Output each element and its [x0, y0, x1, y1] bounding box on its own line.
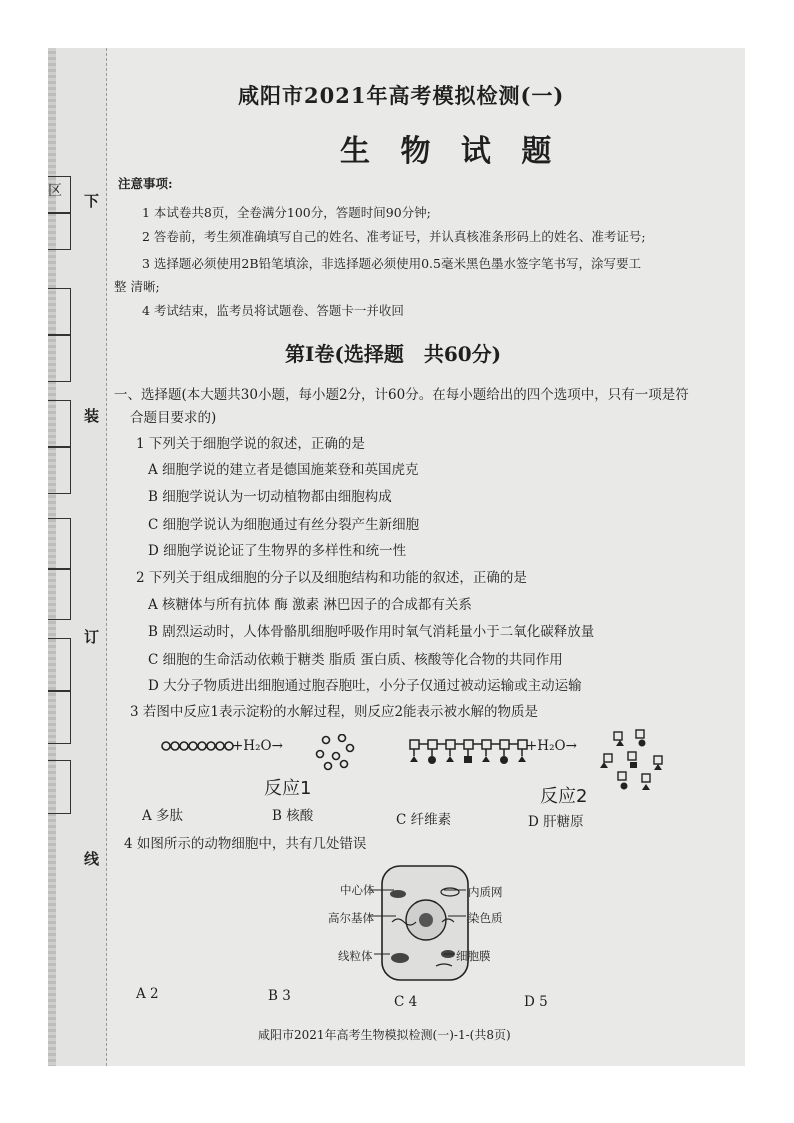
subject-title: 生 物 试 题	[340, 134, 562, 169]
label-centrosome: 中心体	[340, 883, 375, 897]
margin-fragment: 区	[48, 183, 62, 199]
question-stem: 2 下列关于组成细胞的分子以及细胞结构和功能的叙述，正确的是	[136, 570, 527, 586]
option-c: C 细胞学说认为细胞通过有丝分裂产生新细胞	[148, 517, 420, 533]
reaction1-label: 反应1	[264, 778, 312, 799]
info-box	[48, 400, 71, 448]
info-box	[48, 446, 71, 494]
question-stem: 4 如图所示的动物细胞中，共有几处错误	[124, 836, 367, 852]
option-b: B 3	[268, 988, 291, 1004]
option-a: A 多肽	[142, 808, 184, 824]
info-box	[48, 568, 71, 620]
water-arrow-1: +H₂O→	[232, 738, 283, 754]
number-box	[48, 334, 71, 382]
option-d: D 大分子物质进出细胞通过胞吞胞吐，小分子仅通过被动运输或主动运输	[148, 678, 582, 694]
note-item: 4 考试结束，监考员将试题卷、答题卡一并收回	[142, 303, 404, 318]
reaction2-label: 反应2	[540, 786, 588, 807]
label-membrane: 细胞膜	[456, 949, 491, 963]
margin-label-xian: 线	[84, 850, 100, 868]
info-box	[48, 690, 71, 744]
info-box	[48, 518, 71, 570]
label-golgi: 高尔基体	[328, 911, 374, 925]
page-footer: 咸阳市2021年高考生物模拟检测(一)-1-(共8页)	[258, 1028, 511, 1042]
note-item: 2 答卷前，考生须准确填写自己的姓名、准考证号，并认真核准条形码上的姓名、准考证号;	[142, 229, 646, 244]
question-stem: 1 下列关于细胞学说的叙述，正确的是	[136, 436, 365, 452]
option-b: B 核酸	[272, 808, 314, 824]
option-b: B 剧烈运动时，人体骨骼肌细胞呼吸作用时氧气消耗量小于二氧化碳释放量	[148, 624, 595, 640]
info-box	[48, 638, 71, 692]
exam-title: 咸阳市2021年高考模拟检测(一)	[238, 83, 565, 108]
note-item: 1 本试卷共8页，全卷满分100分，答题时间90分钟;	[142, 205, 431, 220]
margin-label-ding: 订	[84, 628, 100, 646]
label-leader-lines	[366, 886, 486, 962]
notes-heading: 注意事项:	[118, 176, 173, 191]
margin-label-zhuang: 装	[84, 407, 100, 425]
option-d: D 细胞学说论证了生物界的多样性和统一性	[148, 543, 407, 559]
reaction2-chain-diagram	[408, 734, 528, 774]
part-intro: 一、选择题(本大题共30小题，每小题2分，计60分。在每小题给出的四个选项中，只有一项是符	[114, 387, 689, 403]
question-stem: 3 若图中反应1表示淀粉的水解过程，则反应2能表示被水解的物质是	[130, 704, 539, 720]
option-d: D 肝糖原	[528, 814, 584, 830]
note-item: 3 选择题必须使用2B铅笔填涂，非选择题必须使用0.5毫米黑色墨水签字笔书写，涂写要工	[142, 256, 641, 271]
label-er: 内质网	[468, 885, 503, 899]
binding-margin	[48, 48, 107, 1066]
name-box	[48, 212, 71, 250]
label-mitochondria: 线粒体	[338, 949, 373, 963]
section-title: 第Ⅰ卷(选择题 共60分)	[285, 342, 502, 366]
option-c: C 细胞的生命活动依赖于糖类 脂质 蛋白质、核酸等化合物的共同作用	[148, 652, 563, 668]
option-c: C 4	[394, 994, 418, 1010]
label-chromatin: 染色质	[468, 911, 503, 925]
option-d: D 5	[524, 994, 548, 1010]
note-item: 整 清晰;	[114, 279, 160, 294]
option-a: A 核糖体与所有抗体 酶 激素 淋巴因子的合成都有关系	[148, 597, 472, 613]
info-box	[48, 760, 71, 814]
reaction2-products-diagram	[596, 728, 676, 798]
margin-label-xia: 下	[84, 192, 100, 210]
option-c: C 纤维素	[396, 812, 452, 828]
option-b: B 细胞学说认为一切动植物都由细胞构成	[148, 489, 392, 505]
option-a: A 细胞学说的建立者是德国施莱登和英国虎克	[148, 462, 419, 478]
part-intro: 合题目要求的)	[130, 410, 217, 426]
exam-page	[48, 48, 745, 1066]
number-box	[48, 288, 71, 336]
water-arrow-2: +H₂O→	[526, 738, 577, 754]
option-a: A 2	[136, 986, 159, 1002]
